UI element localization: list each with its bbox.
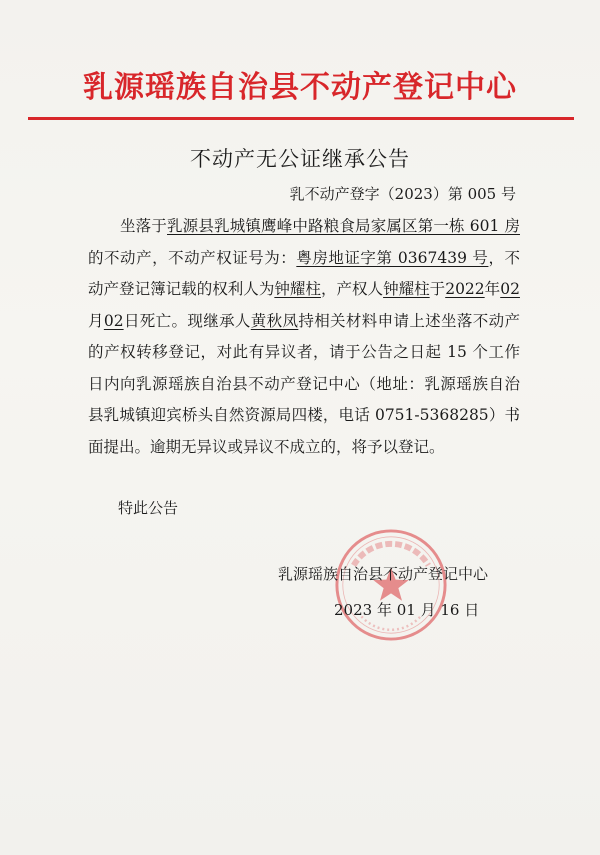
death-month: 02: [500, 280, 520, 298]
closing-phrase: 特此公告: [118, 499, 179, 517]
death-year: 2022: [445, 280, 485, 298]
heir-name: 黄秋凤: [250, 311, 299, 330]
body-text: ，产权人: [320, 280, 384, 298]
signature-org: 乳源瑶族自治县不动产登记中心: [278, 565, 489, 583]
notice-title: 不动产无公证继承公告: [190, 147, 410, 171]
signature-date: 2023 年 01 月 16 日: [334, 601, 480, 619]
document-number: 乳不动产登字（2023）第 005 号: [289, 185, 516, 203]
month-label: 月: [88, 311, 104, 330]
body-text: 坐落于: [120, 217, 168, 235]
property-location: 乳源县乳城镇鹰峰中路粮食局家属区第一栋 601 房: [167, 217, 520, 235]
header-red-rule: [28, 117, 574, 120]
body-text: 持相关材料申请上述坐落不动产的产权转移登记，对此有异议者，请于公告之日起 15 个工作日内向乳源瑶族自治县不动产登记中心（地址：乳源瑶族自治县乳城镇迎宾桥头自然资源局四楼，电话 0751-5368285）书面提出。逾期无异议或异议不成立的，将予以登记。: [88, 311, 520, 456]
owner-name: 钟耀柱: [383, 280, 430, 298]
registered-holder: 钟耀柱: [274, 280, 321, 298]
header-org-title: 乳源瑶族自治县不动产登记中心: [83, 70, 517, 105]
body-text: ，不动产登记簿记载的权利人为: [88, 248, 520, 298]
death-day: 02: [103, 311, 124, 330]
official-seal-stamp: [332, 526, 450, 644]
notice-body: [88, 211, 520, 463]
certificate-number: 粤房地证字第 0367439 号: [296, 248, 489, 267]
body-text: 的不动产，不动产权证号为：: [88, 248, 297, 267]
year-label: 年: [484, 280, 501, 298]
body-text: 于: [429, 280, 446, 298]
body-text: 日死亡。现继承人: [123, 311, 251, 330]
